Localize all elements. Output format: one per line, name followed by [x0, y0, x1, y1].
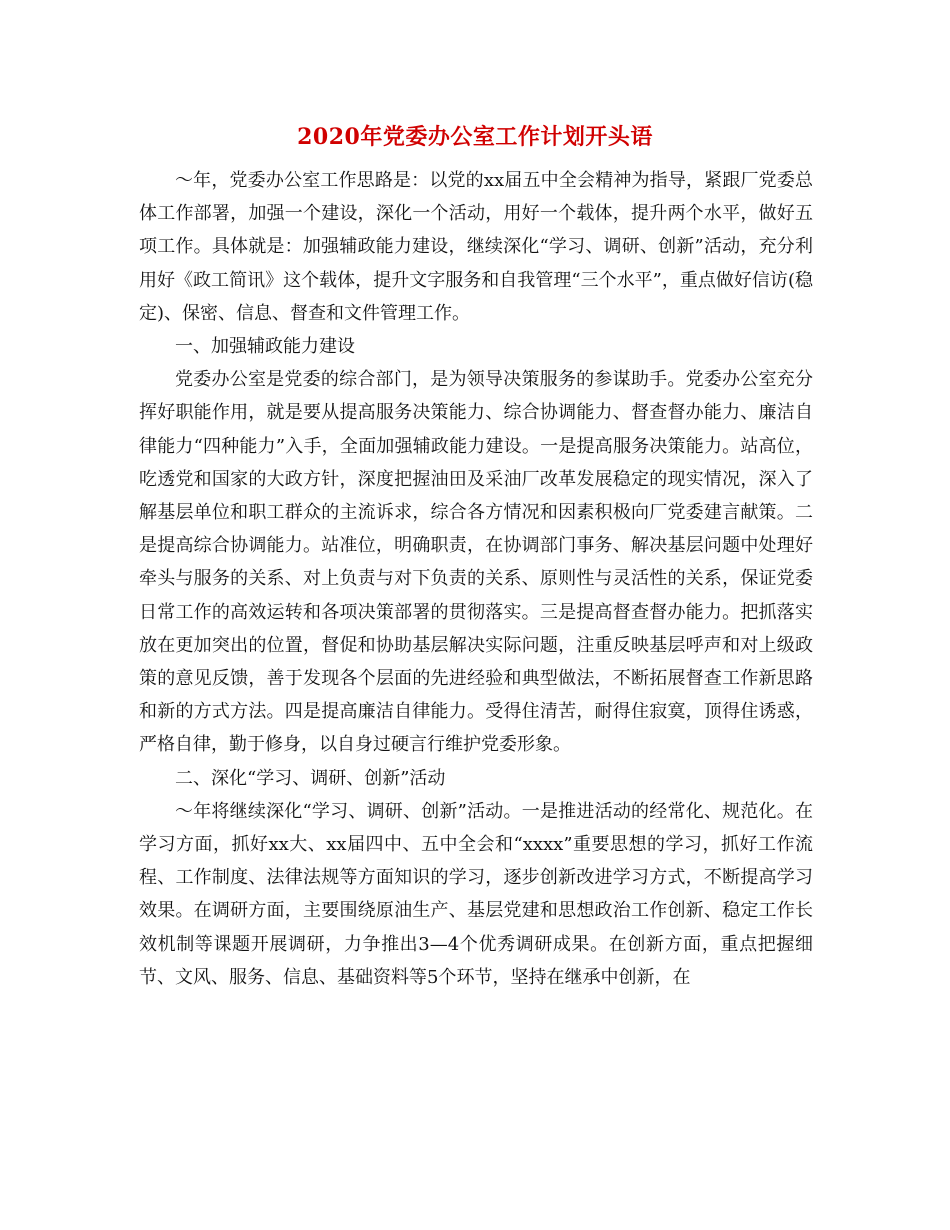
document-title: 2020年党委办公室工作计划开头语: [297, 124, 653, 150]
paragraph-section-1: 党委办公室是党委的综合部门，是为领导决策服务的参谋助手。党委办公室充分挥好职能作用，就是要从提高服务决策能力、综合协调能力、督查督办能力、廉洁自律能力“四种能力”入手，全面加强辅政能力建设。一是提高服务决策能力。站高位，吃透党和国家的大政方针，深度把握油田及采油厂改革发展稳定的现实情况，深入了解基层单位和职工群众的主流诉求，综合各方情况和因素积极向厂党委建言献策。二是提高综合协调能力。站准位，明确职责，在协调部门事务、解决基层问题中处理好牵头与服务的关系、对上负责与对下负责的关系、原则性与灵活性的关系，保证党委日常工作的高效运转和各项决策部署的贯彻落实。三是提高督查督办能力。把抓落实放在更加突出的位置，督促和协助基层解决实际问题，注重反映基层呼声和对上级政策的意见反馈，善于发现各个层面的先进经验和典型做法，不断拓展督查工作新思路和新的方式方法。四是提高廉洁自律能力。受得住清苦，耐得住寂寞，顶得住诱惑，严格自律，勤于修身，以自身过硬言行维护党委形象。: [139, 369, 813, 756]
paragraph-section-2: ～年将继续深化“学习、调研、创新”活动。一是推进活动的经常化、规范化。在学习方面，抓好xx大、xx届四中、五中全会和“xxxx”重要思想的学习，抓好工作流程、工作制度、法律法规等方面知识的学习，逐步创新改进学习方式，不断提高学习效果。在调研方面，主要围绕原油生产、基层党建和思想政治工作创新、稳定工作长效机制等课题开展调研，力争推出3—4个优秀调研成果。在创新方面，重点把握细节、文风、服务、信息、基础资料等5个环节，坚持在继承中创新，在: [139, 800, 813, 988]
document-body: [139, 164, 813, 994]
paragraph-intro: ～年，党委办公室工作思路是：以党的xx届五中全会精神为指导，紧跟厂党委总体工作部署，加强一个建设，深化一个活动，用好一个载体，提升两个水平，做好五项工作。具体就是：加强辅政能力建设，继续深化“学习、调研、创新”活动，充分利用好《政工简讯》这个载体，提升文字服务和自我管理“三个水平”，重点做好信访(稳定)、保密、信息、督查和文件管理工作。: [139, 170, 813, 324]
section-heading-1: 一、加强辅政能力建设: [175, 336, 355, 358]
section-heading-2: 二、深化“学习、调研、创新”活动: [175, 767, 446, 789]
